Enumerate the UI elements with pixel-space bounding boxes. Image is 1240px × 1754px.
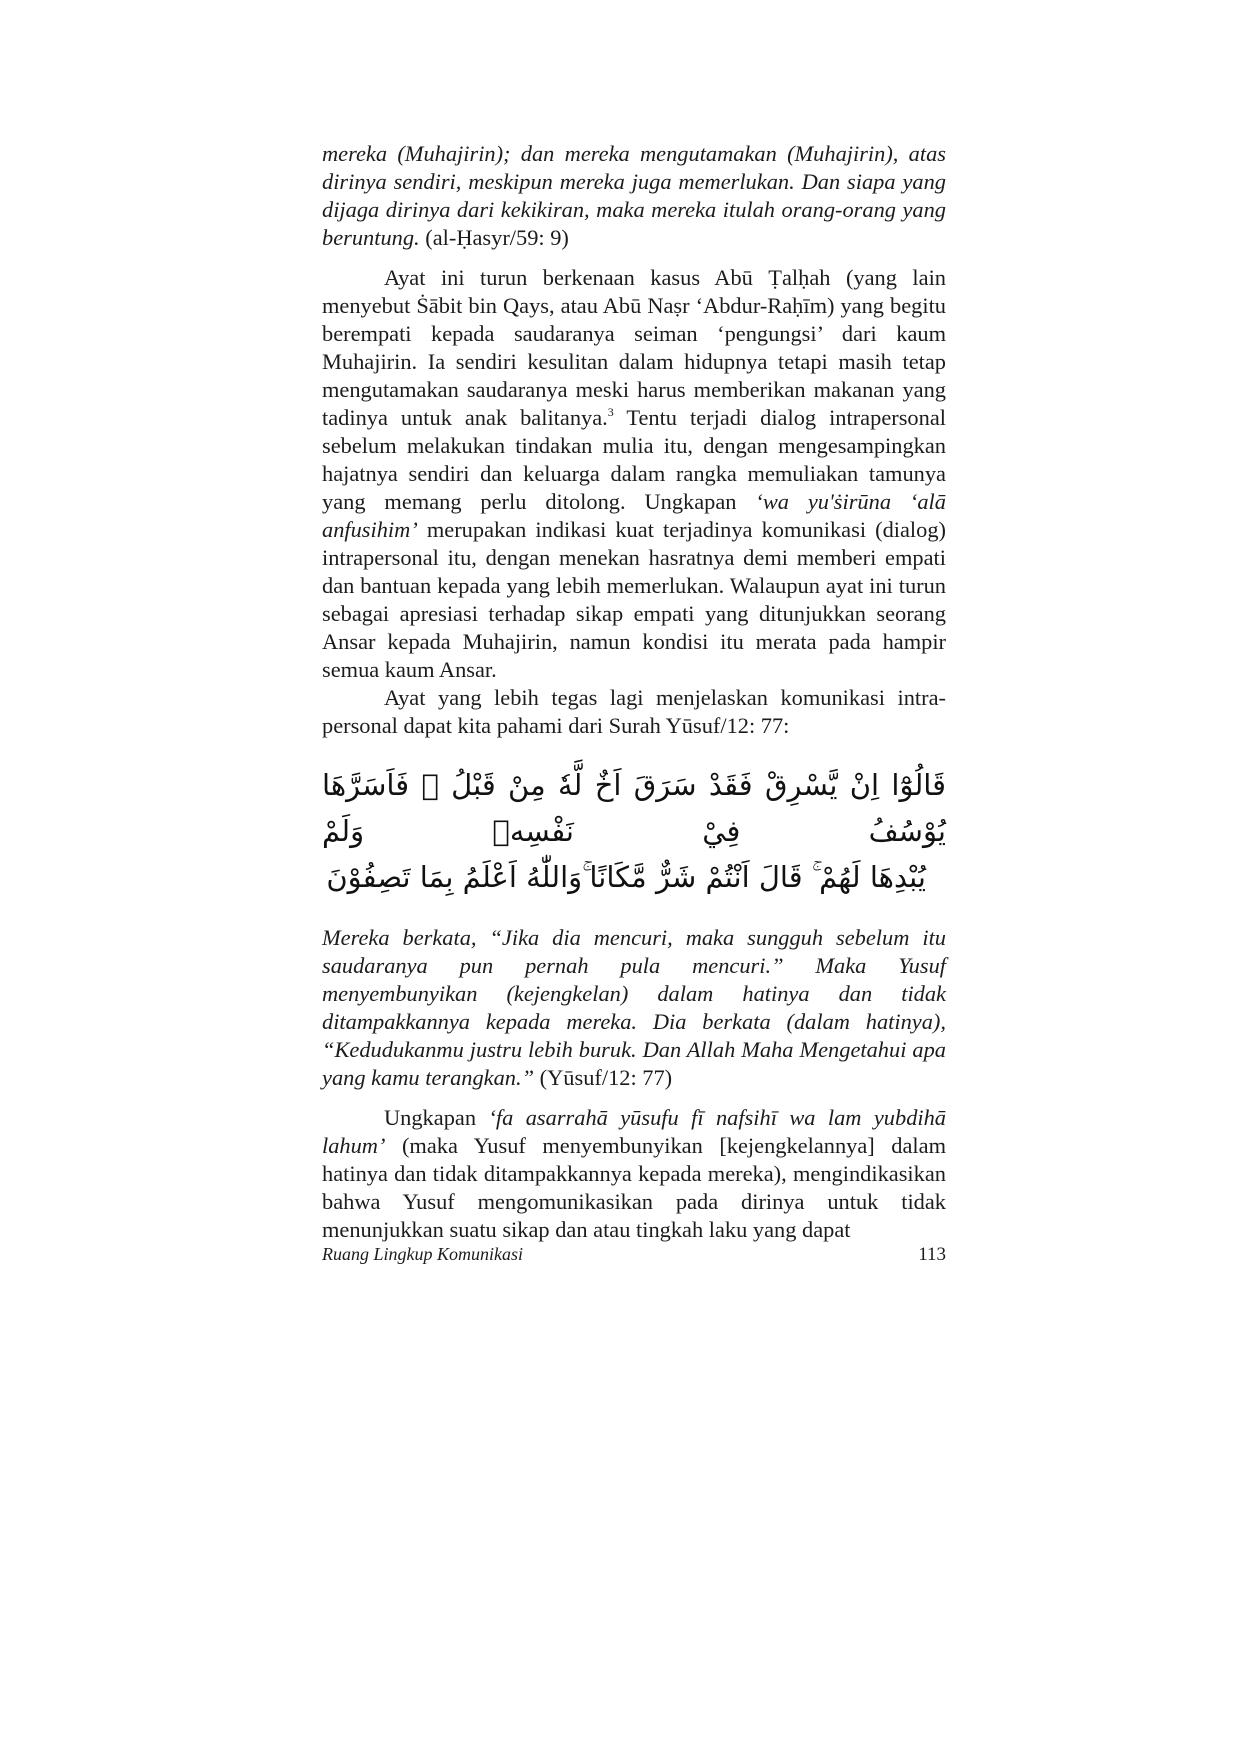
arabic-verse [322,762,946,900]
verse-translation [322,924,946,1092]
paragraph-text: (maka Yusuf menyembunyikan [kejengkelannya] dalam hatinya dan tidak ditampakkannya kepada mereka), mengindikasikan bahwa Yusuf mengomunikasikan pada dirinya untuk tidak menunjukkan suatu sikap dan atau tingkah laku yang dapat [322,1133,946,1242]
translation-text: Mereka berkata, “Jika dia mencuri, maka sungguh sebelum itu saudaranya pun pernah pula mencuri.” Maka Yusuf menyembunyikan (kejengkelan) dalam hatinya dan tidak ditampakkannya kepada mereka. Dia berkata (dalam hatinya), “Kedudukanmu justru lebih buruk. Dan Allah Maha Mengetahui apa yang kamu terangkan.” [322,925,946,1090]
quote-citation: (al-Ḥasyr/59: 9) [419,225,569,250]
quran-translation-quote [322,140,946,252]
arabic-verse-line-2: يُبْدِهَا لَهُمْ ۚ قَالَ اَنْتُمْ شَرٌّ مَّكَانًا ۚوَاللّٰهُ اَعْلَمُ بِمَا تَصِفُوْنَ [326,860,926,894]
paragraph-ungkapan [322,1104,946,1244]
paragraph-text: Tentu terjadi dialog intrapersonal sebelum melakukan tindakan mulia itu, dengan mengesampingkan hajatnya sendiri dan keluarga dalam rangka memuliakan tamunya yang memang perlu ditolong. Ungkapan [322,405,946,514]
transliteration-phrase: ‘wa yu'ṡirūna ‘alā anfusihim’ [322,489,946,542]
quote-text: mereka (Muhajirin); dan mereka mengutamakan (Muhajirin), atas dirinya sendiri, meskipun mereka juga memerlukan. Dan siapa yang dijaga dirinya dari kekikiran, maka mereka itulah orang-orang yang beruntung. [322,141,946,250]
footnote-marker[interactable]: 3 [607,405,614,419]
paragraph-text: Ayat ini turun berkenaan kasus Abū Ṭalḥah (yang lain menyebut Ṡābit bin Qays, atau Abū Naṣr ‘Abdur-Raḥīm) yang begitu berempati kepada saudaranya seiman ‘pengungsi’ dari kaum Muhajirin. Ia sendiri kesulitan dalam hidupnya tetapi masih tetap mengutamakan saudaranya meski harus memberikan makanan yang tadinya untuk anak balitanya. [322,265,946,430]
translation-citation: (Yūsuf/12: 77) [534,1065,673,1090]
paragraph-text: merupakan indikasi kuat terjadinya komunikasi (dialog) intrapersonal itu, dengan menekan hasratnya demi memberi empati dan bantuan kepada yang lebih memerlukan. Walaupun ayat ini turun sebagai apresiasi terhadap sikap empati yang ditunjukkan seorang Ansar kepada Muhajirin, namun kondisi itu merata pada hampir semua kaum Ansar. [322,517,946,682]
page-number: 113 [918,1244,946,1265]
paragraph-text: Ungkapan [384,1105,489,1130]
transliteration-phrase: ‘fa asarrahā yūsufu fī nafsihī wa lam yubdihā lahum’ [322,1105,946,1158]
arabic-verse-line-1: قَالُوْٓا اِنْ يَّسْرِقْ فَقَدْ سَرَقَ اَخٌ لَّهٗ مِنْ قَبْلُ ۚ فَاَسَرَّهَا يُوْسُفُ فِيْ نَفْسِهٖ وَلَمْ [322,768,946,848]
paragraph-abu-talhah [322,264,946,684]
page-footer [322,1244,946,1266]
page-body [322,140,946,1244]
running-footer-title: Ruang Lingkup Komunikasi [322,1244,523,1264]
paragraph-intro-yusuf [322,684,946,740]
paragraph-text: Ayat yang lebih tegas lagi menjelaskan komunikasi intrapersonal dapat kita pahami dari Surah Yūsuf/12: 77: [322,685,946,738]
